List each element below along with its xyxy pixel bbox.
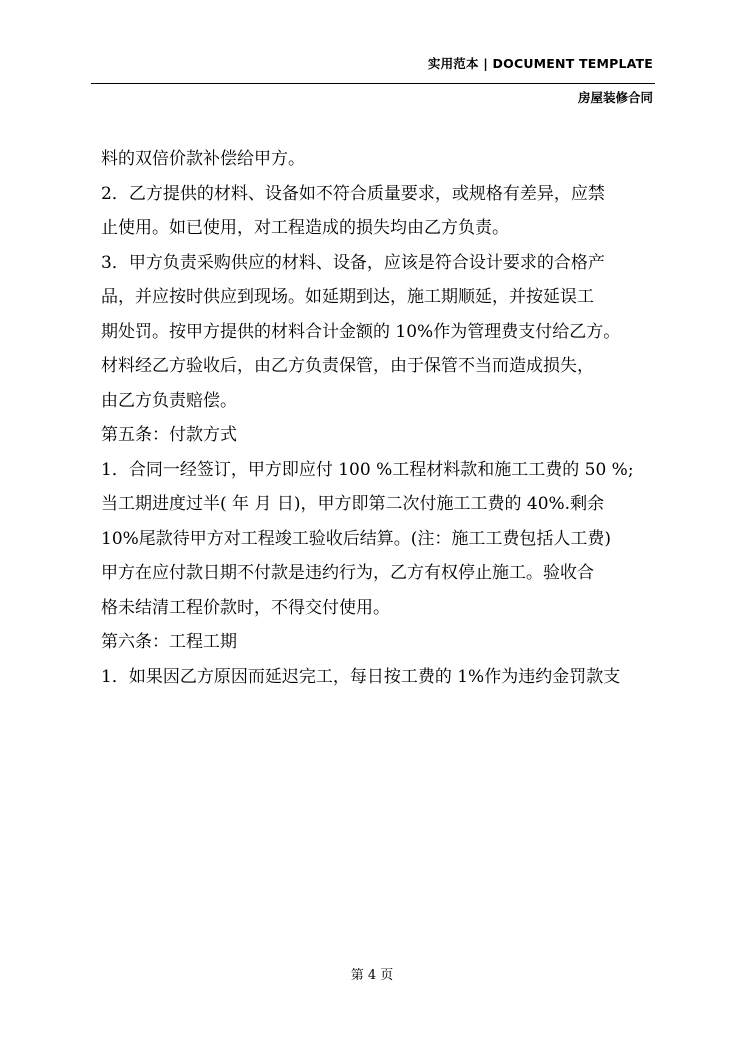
body-line: 2．乙方提供的材料、设备如不符合质量要求，或规格有差异，应禁 xyxy=(101,183,605,204)
body-line: 止使用。如已使用，对工程造成的损失均由乙方负责。 xyxy=(101,218,509,238)
header-subtitle: 房屋装修合同 xyxy=(577,90,653,105)
body-line: 当工期进度过半( 年 月 日)，甲方即第二次付施工工费的 40%.剩余 xyxy=(101,494,605,514)
body-line: 期处罚。按甲方提供的材料合计金额的 10%作为管理费支付给乙方。 xyxy=(101,321,621,342)
header-title: 实用范本 | DOCUMENT TEMPLATE xyxy=(427,56,653,71)
body-line: 材料经乙方验收后，由乙方负责保管，由于保管不当而造成损失， xyxy=(101,356,594,376)
body-line: 3．甲方负责采购供应的材料、设备，应该是符合设计要求的合格产 xyxy=(101,252,605,273)
body-line: 品，并应按时供应到现场。如延期到达，施工期顺延，并按延误工 xyxy=(101,287,594,307)
body-line: 料的双倍价款补偿给甲方。 xyxy=(101,149,305,169)
document-body xyxy=(101,142,661,694)
section-heading: 第六条：工程工期 xyxy=(101,632,237,652)
body-line: 1．合同一经签订，甲方即应付 100 %工程材料款和施工工费的 50 %; xyxy=(101,459,634,480)
section-heading: 第五条：付款方式 xyxy=(101,425,237,445)
page-number: 第 4 页 xyxy=(350,968,394,983)
body-line: 10%尾款待甲方对工程竣工验收后结算。(注：施工工费包括人工费) xyxy=(101,528,612,549)
body-line: 甲方在应付款日期不付款是违约行为，乙方有权停止施工。验收合 xyxy=(101,563,594,583)
body-line: 格未结清工程价款时，不得交付使用。 xyxy=(101,597,390,618)
body-line: 1．如果因乙方原因而延迟完工，每日按工费的 1%作为违约金罚款支 xyxy=(101,666,621,687)
body-line: 由乙方负责赔偿。 xyxy=(101,390,237,411)
header-divider xyxy=(91,83,655,84)
